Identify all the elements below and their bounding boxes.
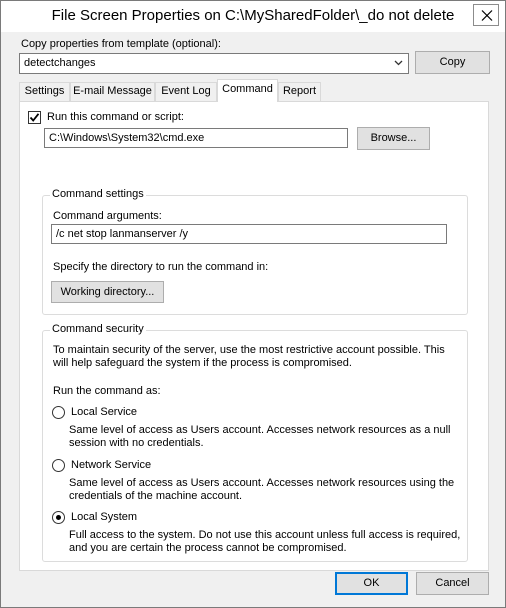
template-label: Copy properties from template (optional): bbox=[21, 38, 221, 50]
tab-command[interactable]: Command bbox=[217, 79, 278, 102]
tab-settings[interactable]: Settings bbox=[19, 82, 70, 101]
directory-label: Specify the directory to run the command in: bbox=[53, 261, 269, 273]
cancel-button[interactable]: Cancel bbox=[416, 572, 489, 595]
checkmark-icon bbox=[29, 112, 40, 123]
arguments-label: Command arguments: bbox=[53, 210, 162, 222]
working-directory-button[interactable]: Working directory... bbox=[51, 281, 164, 303]
command-security-title: Command security bbox=[52, 323, 144, 335]
title-bar[interactable] bbox=[1, 1, 505, 32]
local-service-radio[interactable] bbox=[52, 406, 65, 419]
local-system-label: Local System bbox=[71, 511, 138, 523]
dialog-content bbox=[1, 32, 505, 607]
tab-event-log[interactable]: Event Log bbox=[155, 82, 217, 101]
network-service-label: Network Service bbox=[71, 459, 152, 471]
command-settings-title: Command settings bbox=[52, 188, 144, 200]
security-explanation: To maintain security of the server, use the most restrictive account possible. This will help safeguard the system if the process is compromised. bbox=[53, 344, 445, 369]
template-dropdown[interactable] bbox=[19, 53, 409, 74]
command-path-value: C:\Windows\System32\cmd.exe bbox=[49, 132, 205, 144]
window-title: File Screen Properties on C:\MySharedFolder\_do not delete bbox=[51, 7, 455, 24]
local-service-description: Same level of access as Users account. Accesses network resources as a null session with no credentials. bbox=[69, 424, 451, 449]
template-selected-value: detectchanges bbox=[24, 57, 96, 69]
local-system-description: Full access to the system. Do not use this account unless full access is required, and you are certain the process cannot be compromised. bbox=[69, 529, 461, 554]
run-command-label: Run this command or script: bbox=[47, 111, 184, 123]
tab-report[interactable]: Report bbox=[278, 82, 321, 101]
browse-button[interactable]: Browse... bbox=[357, 127, 430, 150]
arguments-field[interactable] bbox=[51, 224, 447, 244]
copy-button[interactable]: Copy bbox=[415, 51, 490, 74]
ok-button[interactable]: OK bbox=[335, 572, 408, 595]
close-icon bbox=[481, 10, 493, 21]
network-service-description: Same level of access as Users account. Accesses network resources using the credentials of the machine account. bbox=[69, 477, 455, 502]
chevron-down-icon bbox=[394, 60, 403, 66]
local-service-label: Local Service bbox=[71, 406, 138, 418]
run-command-checkbox[interactable] bbox=[28, 111, 41, 124]
radio-selected-dot bbox=[56, 515, 61, 520]
run-as-label: Run the command as: bbox=[53, 385, 161, 397]
command-tab-panel bbox=[19, 101, 489, 571]
close-button[interactable] bbox=[473, 4, 499, 26]
tab-email-message[interactable]: E-mail Message bbox=[70, 82, 155, 101]
command-path-field[interactable] bbox=[44, 128, 348, 148]
arguments-value: /c net stop lanmanserver /y bbox=[56, 228, 189, 240]
network-service-radio[interactable] bbox=[52, 459, 65, 472]
local-system-radio[interactable] bbox=[52, 511, 65, 524]
